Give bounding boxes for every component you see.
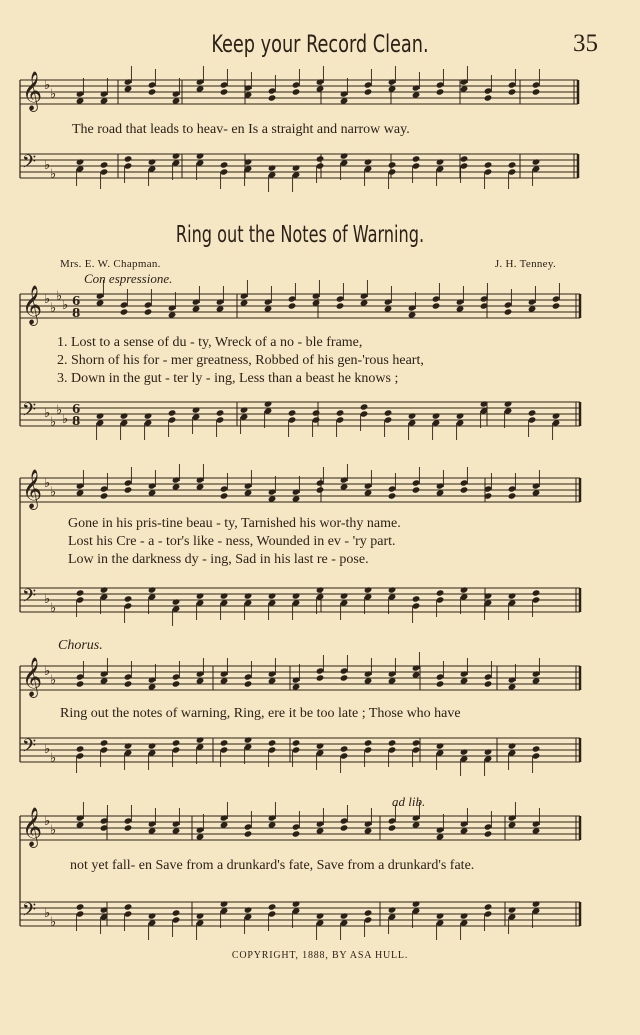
chorus-lyric-2: not yet fall- en Save from a drunkard's fate, Save from a drunkard's fate. xyxy=(70,858,475,873)
staff-lines xyxy=(20,902,580,926)
flat-sign-icon: ♭ xyxy=(56,289,63,304)
flat-sign-icon: ♭ xyxy=(50,167,57,182)
flat-sign-icon: ♭ xyxy=(44,906,51,921)
treble-clef-icon: 𝄞 xyxy=(22,71,43,111)
note-heads xyxy=(76,66,541,105)
words-credit: Mrs. E. W. Chapman. xyxy=(60,258,161,270)
flat-sign-icon: ♭ xyxy=(44,292,51,307)
time-signature-bottom: 8 xyxy=(72,414,81,428)
flat-sign-icon: ♭ xyxy=(50,301,57,316)
flat-sign-icon: ♭ xyxy=(62,412,69,427)
verse-line-3b: Low in the darkness dy - ing, Sad in his last re - pose. xyxy=(68,552,369,567)
staff-system-5 xyxy=(0,808,640,943)
staff-lines xyxy=(20,402,580,426)
time-signature-top: 6 xyxy=(72,294,81,308)
flat-sign-icon: ♭ xyxy=(50,601,57,616)
verse-line-2a: 2. Shorn of his for - mer greatness, Robbed of his gen-'rous heart, xyxy=(57,353,424,368)
flat-sign-icon: ♭ xyxy=(62,298,69,313)
bass-clef-icon: 𝄢 xyxy=(22,736,37,761)
treble-clef-icon: 𝄞 xyxy=(22,285,43,325)
time-signature-bottom: 8 xyxy=(72,306,81,320)
note-heads xyxy=(76,652,541,691)
note-heads xyxy=(96,280,561,319)
chorus-label: Chorus. xyxy=(58,638,103,653)
ad-lib-mark: ad lib. xyxy=(392,794,426,809)
verse-line-3a: 3. Down in the gut - ter ly - ing, Less than a beast he knows ; xyxy=(57,371,399,386)
music-credit: J. H. Tenney. xyxy=(494,258,556,270)
copyright-notice: COPYRIGHT, 1888, BY ASA HULL. xyxy=(231,950,409,961)
treble-clef-icon: 𝄞 xyxy=(22,469,43,509)
bass-clef-icon: 𝄢 xyxy=(22,400,37,425)
flat-sign-icon: ♭ xyxy=(44,476,51,491)
hymn-title: Ring out the Notes of Warning. xyxy=(175,222,425,248)
verse-line-2b: Lost his Cre - a - tor's like - ness, Wounded in ev - 'ry part. xyxy=(68,534,396,549)
flat-sign-icon: ♭ xyxy=(56,403,63,418)
flat-sign-icon: ♭ xyxy=(44,814,51,829)
treble-clef-icon: 𝄞 xyxy=(22,657,43,697)
flat-sign-icon: ♭ xyxy=(50,673,57,688)
flat-sign-icon: ♭ xyxy=(44,158,51,173)
bass-clef-icon: 𝄢 xyxy=(22,152,37,177)
flat-sign-icon: ♭ xyxy=(44,592,51,607)
verse-line-1b: Gone in his pris-tine beau - ty, Tarnished his wor-thy name. xyxy=(68,516,401,531)
flat-sign-icon: ♭ xyxy=(50,415,57,430)
treble-clef-icon: 𝄞 xyxy=(22,807,43,847)
verse-line-1a: 1. Lost to a sense of du - ty, Wreck of a no - ble frame, xyxy=(57,335,363,350)
bass-clef-icon: 𝄢 xyxy=(22,586,37,611)
flat-sign-icon: ♭ xyxy=(50,915,57,930)
flat-sign-icon: ♭ xyxy=(44,78,51,93)
flat-sign-icon: ♭ xyxy=(50,485,57,500)
flat-sign-icon: ♭ xyxy=(44,742,51,757)
page-title: Keep your Record Clean. xyxy=(211,30,429,58)
staff-lines xyxy=(20,294,580,318)
flat-sign-icon: ♭ xyxy=(44,664,51,679)
chorus-lyric-1: Ring out the notes of warning, Ring, ere it be too late ; Those who have xyxy=(60,706,461,721)
staff-lines xyxy=(20,666,580,690)
note-heads xyxy=(76,802,541,841)
page-number: 35 xyxy=(573,30,598,57)
flat-sign-icon: ♭ xyxy=(50,87,57,102)
note-heads xyxy=(76,464,541,503)
flat-sign-icon: ♭ xyxy=(50,751,57,766)
flat-sign-icon: ♭ xyxy=(44,406,51,421)
time-signature-top: 6 xyxy=(72,402,81,416)
expression-mark: Con espressione. xyxy=(84,271,173,286)
flat-sign-icon: ♭ xyxy=(50,823,57,838)
bass-clef-icon: 𝄢 xyxy=(22,900,37,925)
lyric-line-keep-record: The road that leads to heav- en Is a straight and narrow way. xyxy=(72,122,410,137)
